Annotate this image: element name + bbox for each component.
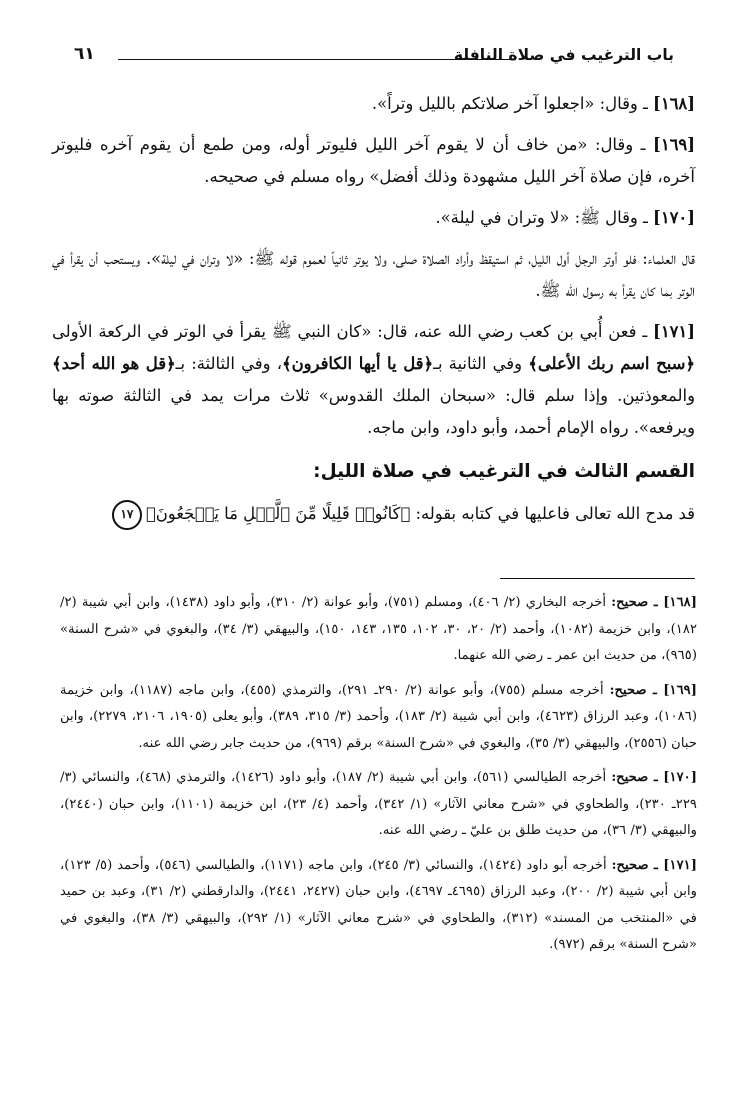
footnote-text: أخرجه الطيالسي (٥٦١)، وابن أبي شيبة (٢/ ١٨٧)، وأبو داود (١٤٢٦)، والترمذي (٤٦٨)، والنسائي (٣/ ٢٢٩ـ ٢٣٠)، والطحاوي في «شرح معاني الآثار» (١/ ٣٤٢)، وأحمد (٤/ ٢٣)، ابن خزيمة (١١٠١)، وابن حبان (٢٤٤٠)، والبيهقي (٣/ ٣٦)، من حديث طلق بن عليّ ـ رضي الله عنه. — [60, 770, 697, 838]
section-heading: القسم الثالث في الترغيب في صلاة الليل: — [313, 461, 695, 482]
hadith-text: ـ فعن أُبي بن كعب رضي الله عنه، قال: «كان النبي ﷺ يقرأ في الوتر في الركعة الأولى — [52, 322, 654, 341]
footnote — [60, 678, 697, 758]
footnote-label: [١٧٠] ـ صحيح: — [611, 770, 698, 785]
chapter-title: باب الترغيب في صلاة النافلة — [453, 46, 674, 64]
footnote-label: [١٦٩] ـ صحيح: — [609, 682, 698, 698]
footnote — [60, 590, 697, 670]
hadith-number: [١٦٨] — [653, 94, 695, 113]
section-intro — [52, 498, 695, 530]
hadith-170 — [52, 202, 695, 234]
hadith-171 — [52, 316, 695, 444]
hadith-text: ـ وقال: «اجعلوا آخر صلاتكم بالليل وتراً». — [371, 94, 654, 113]
surah-citation: ﴿قل هو الله أحد﴾ — [52, 354, 176, 373]
hadith-text: ـ وقال ﷺ: «لا وتران في ليلة». — [435, 208, 654, 227]
footnote-label: [١٧١] ـ صحيح: — [611, 857, 697, 873]
hadith-168 — [52, 88, 695, 120]
intro-text: قد مدح الله تعالى فاعليها في كتابه بقوله: ﴿كَانُوا۟ قَلِيلًا مِّنَ ٱلَّيۡلِ مَا يَهۡجَعُونَ﴾ — [145, 504, 695, 523]
footnote — [60, 765, 697, 845]
footnote — [60, 853, 697, 959]
footnote-text: أخرجه أبو داود (١٤٢٤)، والنسائي (٣/ ٢٤٥)، وابن ماجه (١١٧١)، والطيالسي (٥٤٦)، وأحمد (٥/ ١٢٣)، وابن أبي شيبة (٢/ ٢٠٠)، وعبد الرزاق (٤٦٩٥ـ ٤٦٩٧)، وابن حبان (٢٤٢٧، ٢٤٤١)، والدارقطني (٢/ ٣١)، وعبد بن حميد في «المنتخب من المسند» (٣١٢)، والطحاوي في «شرح معاني الآثار» (١/ ٢٩٢)، والبيهقي (٣/ ٣٨)، والبغوي في «شرح السنة» برقم (٩٧٢). — [60, 857, 697, 952]
ayah-number-marker: ١٧ — [112, 500, 142, 530]
header-rule — [118, 59, 510, 60]
footnote-label: [١٦٨] ـ صحيح: — [611, 595, 697, 610]
hadith-number: [١٧٠] — [653, 208, 695, 227]
footnote-text: أخرجه مسلم (٧٥٥)، وأبو عوانة (٢/ ٢٩٠ـ ٢٩١)، والترمذي (٤٥٥)، وابن ماجه (١١٨٧)، وابن خزيمة (١٠٨٦)، وعبد الرزاق (٤٦٢٣)، وابن أبي شيبة (٢/ ١٨٣)، وأحمد (٣/ ٣١٥، ٣٨٩)، وأبو يعلى (١٩٠٥، ٢١٠٦، ٢٢٧٩)، وابن حبان (٢٥٥٦)، والبيهقي (٣/ ٣٥)، والبغوي في «شرح السنة» برقم (٩٦٩)، من حديث جابر رضي الله عنه. — [60, 682, 698, 751]
surah-citation: ﴿سبح اسم ربك الأعلى﴾ — [528, 354, 695, 373]
footnote-text: أخرجه البخاري (٢/ ٤٠٦)، ومسلم (٧٥١)، وأبو عوانة (٢/ ٣١٠)، وأبو داود (١٤٣٨)، وابن أبي شيبة (٢/ ١٨٢)، وابن خزيمة (١٠٨٢)، وأحمد (٢/ ٢٠، ٣٠، ١٠٢، ١٣٥، ١٤٣، ١٥٠)، والبيهقي (٣/ ٣٤)، والبغوي في «شرح السنة» (٩٦٥)، من حديث ابن عمر ـ رضي الله عنهما. — [60, 595, 698, 663]
hadith-number: [١٧١] — [653, 322, 695, 341]
hadith-text: ـ وقال: «من خاف أن لا يقوم آخر الليل فليوتر أوله، ومن طمع أن يقوم آخره فليوتر آخره، فإن صلاة آخر الليل مشهودة وذلك أفضل» رواه مسلم في صحيحه. — [52, 135, 695, 186]
page-number: ٦١ — [74, 44, 95, 64]
hadith-text: ، وفي الثالثة: بـ — [175, 354, 282, 373]
hadith-169 — [52, 129, 695, 193]
hadith-number: [١٦٩] — [653, 135, 695, 154]
main-text — [52, 88, 695, 539]
scholars-paragraph: قال العلماء: فلو أوتر الرجل أول الليل، ثم استيقظ وأراد الصلاة صلى، ولا يوتر ثانياً لعموم قوله ﷺ: «لا وتران في ليلة». ويستحب أن يقرأ في الوتر بما كان يقرأ به رسول الله ﷺ. — [52, 249, 695, 300]
footnote-separator — [500, 578, 695, 579]
hadith-text: والمعوذتين. وإذا سلم قال: «سبحان الملك القدوس» ثلاث مرات يمد في الثالثة صوته بها ويرفعه». رواه الإمام أحمد، وأبو داود، وابن ماجه. — [52, 386, 695, 437]
running-header — [74, 42, 674, 74]
surah-citation: ﴿قل يا أيها الكافرون﴾ — [282, 354, 434, 373]
footnotes — [60, 590, 697, 967]
hadith-text: وفي الثانية بـ — [433, 354, 529, 373]
